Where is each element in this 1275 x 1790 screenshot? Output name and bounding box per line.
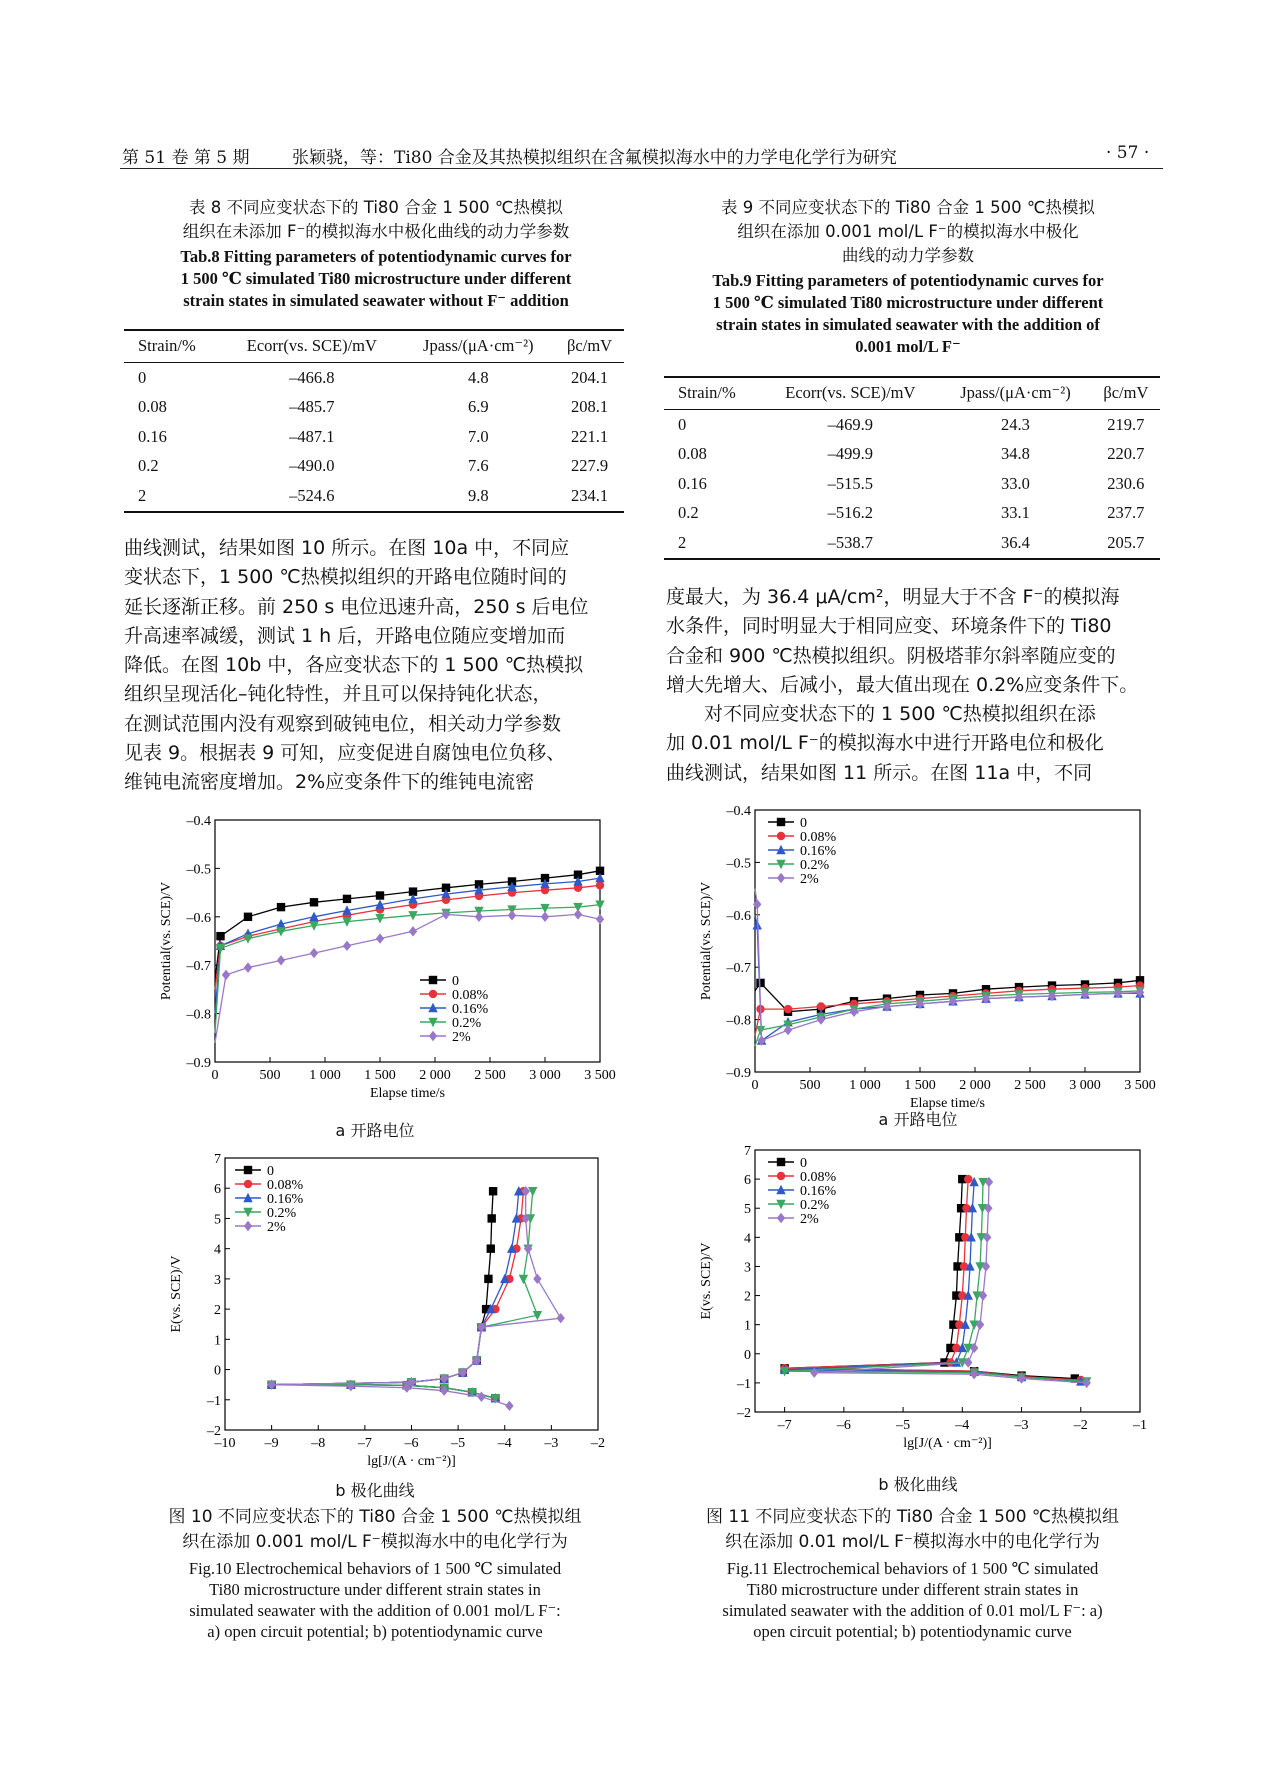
text-line: 维钝电流密度增加。2%应变条件下的维钝电流密: [124, 771, 535, 794]
table-cell: 34.8: [1001, 444, 1030, 464]
table-row: [664, 469, 1160, 499]
fig10a-x-tick-label: 2 000: [419, 1068, 451, 1083]
fig10a-data-point: [277, 955, 285, 965]
table9-header: Strain/%: [664, 377, 761, 410]
table-row: [664, 410, 1160, 440]
running-title: 张颖骁，等：Ti80 合金及其热模拟组织在含氟模拟海水中的力学电化学行为研究: [292, 148, 897, 168]
fig10a-data-point: [216, 932, 224, 940]
fig11b-legend-label: 0.2%: [800, 1198, 830, 1213]
fig11a-legend-label: 2%: [800, 872, 819, 887]
fig11b-x-axis-label: lg[J/(A · cm⁻²)]: [903, 1436, 992, 1451]
fig11a-legend-label: 0.2%: [800, 858, 830, 873]
table-cell: –516.2: [827, 503, 874, 523]
fig10a-data-point: [222, 970, 230, 980]
fig10a-data-point: [596, 914, 604, 924]
fig10a-x-tick-label: 3 500: [584, 1068, 616, 1083]
fig11a-y-tick-label: –0.9: [726, 1066, 751, 1081]
text-line: 在测试范围内没有观察到破钝电位，相关动力学参数: [124, 712, 562, 735]
fig10b-y-tick-label: 7: [214, 1152, 221, 1167]
fig11a-legend: [768, 816, 837, 887]
body-text-right: [666, 583, 1160, 788]
fig10b-legend-label: 0.16%: [267, 1192, 304, 1207]
fig11a-legend-marker: [777, 832, 785, 840]
fig11a-series-2: [753, 915, 1145, 1045]
table-cell: –469.9: [827, 414, 874, 434]
fig10b-legend-label: 0.08%: [267, 1178, 304, 1193]
fig10b-data-point: [533, 1274, 541, 1284]
table8-caption-en-3: strain states in simulated seawater without F⁻ addition: [183, 291, 569, 310]
fig10a-y-tick-label: –0.7: [186, 959, 211, 975]
text-line: 度最大，为 36.4 μA/cm²，明显大于不含 F⁻的模拟海: [666, 586, 1120, 608]
fig11a-legend-label: 0.08%: [800, 830, 837, 845]
fig11a-data-point: [756, 1026, 765, 1035]
fig10b-y-tick-label: –1: [207, 1393, 221, 1409]
fig11a-data-point: [784, 1005, 792, 1013]
table9-caption-en-2: 1 500 ℃ simulated Ti80 microstructure under different: [712, 293, 1104, 312]
table8-caption: [120, 196, 632, 312]
fig10a-plot-frame: [215, 820, 600, 1062]
fig11a-legend-marker: [777, 873, 785, 883]
table9-caption-en-3: strain states in simulated seawater with the addition of: [716, 315, 1100, 334]
text-line: 升高速率减缓，测试 1 h 后，开路电位随应变增加而: [124, 624, 566, 647]
header-rule: [120, 168, 1163, 169]
table-row: [124, 393, 624, 423]
text-line: 水条件，同时明显大于相同应变、环境条件下的 Ti80: [666, 615, 1112, 638]
fig10b-legend-label: 0.2%: [267, 1206, 297, 1221]
fig10b-legend: [235, 1164, 304, 1235]
figure10-caption-en-3: simulated seawater with the addition of 0.001 mol/L F⁻:: [189, 1601, 561, 1620]
fig11a-subcaption: a 开路电位: [878, 1110, 958, 1129]
fig10b-legend-label: 2%: [267, 1220, 286, 1235]
text-line: 降低。在图 10b 中，各应变状态下的 1 500 ℃热模拟: [124, 654, 584, 677]
table-cell: 204.1: [571, 367, 609, 387]
table-cell: –515.5: [827, 473, 874, 493]
fig10a-series-line: [215, 878, 600, 1014]
table9-caption-cn-3: 曲线的动力学参数: [842, 246, 974, 265]
table-cell: 0.08: [678, 444, 707, 464]
fig11a-y-tick-label: –0.8: [726, 1013, 751, 1029]
fig10b-data-point: [519, 1275, 528, 1284]
fig11b-y-axis-label: E(vs. SCE)/V: [699, 1242, 714, 1320]
fig10a-data-point: [574, 909, 582, 919]
fig10a-y-tick-label: –0.9: [186, 1056, 211, 1071]
fig11b-x-tick-label: –1: [1133, 1418, 1147, 1433]
fig10a-data-point: [376, 933, 384, 943]
fig11a-series-line: [755, 889, 1140, 1041]
fig11b-y-tick-label: 1: [744, 1318, 751, 1334]
fig10b-x-tick-label: –2: [591, 1436, 605, 1451]
table-cell: 0.16: [678, 473, 707, 493]
fig11b-legend-label: 0: [800, 1156, 807, 1171]
figure10-caption-cn-1: 图 10 不同应变状态下的 Ti80 合金 1 500 ℃热模拟组: [168, 1507, 582, 1527]
fig10b-y-tick-label: 2: [214, 1303, 221, 1319]
fig10a-data-point: [541, 912, 549, 922]
fig11a-x-tick-label: 3 500: [1124, 1078, 1156, 1093]
fig10b-y-tick-label: –2: [207, 1424, 221, 1439]
fig11a-series-4: [753, 889, 1144, 1046]
fig10a-chart: [140, 810, 616, 1115]
fig10a-y-tick-label: –0.6: [186, 910, 211, 926]
fig10a-series-line: [215, 905, 600, 1033]
fig10b-y-tick-label: 5: [214, 1212, 221, 1228]
fig10a-legend-label: 0.08%: [452, 988, 489, 1003]
table-cell: 33.0: [1001, 473, 1030, 493]
fig11a-y-tick-label: –0.7: [726, 961, 751, 977]
figure10-caption: [120, 1505, 630, 1642]
fig10b-legend-marker: [244, 1166, 252, 1174]
table8-caption-cn-1: 表 8 不同应变状态下的 Ti80 合金 1 500 ℃热模拟: [189, 198, 563, 217]
table-cell: 0.2: [678, 503, 699, 523]
fig10b-y-tick-label: 0: [214, 1363, 221, 1379]
table-cell: 2: [664, 528, 761, 559]
fig10a-x-tick-label: 3 000: [529, 1068, 561, 1083]
fig10b-x-tick-label: –8: [311, 1436, 326, 1451]
figure11-caption: [660, 1505, 1165, 1642]
table9-caption-cn-1: 表 9 不同应变状态下的 Ti80 合金 1 500 ℃热模拟: [721, 198, 1095, 217]
fig10b-series-line: [272, 1191, 496, 1398]
table-cell: 2: [124, 481, 222, 512]
fig10b-x-tick-label: –4: [497, 1436, 512, 1451]
figure11-caption-en-4: open circuit potential; b) potentiodynamic curve: [753, 1622, 1072, 1641]
table-cell: 220.7: [1107, 444, 1145, 464]
figure11-caption-en-1: Fig.11 Electrochemical behaviors of 1 500 ℃ simulated: [726, 1559, 1099, 1578]
fig10b-y-tick-label: 3: [214, 1272, 221, 1288]
fig10a-y-tick-label: –0.5: [186, 862, 211, 878]
journal-volume: 第 51 卷 第 5 期: [122, 148, 250, 168]
figure11-caption-cn-2: 织在添加 0.01 mol/L F⁻模拟海水中的电化学行为: [725, 1532, 1100, 1552]
fig10a-series-1: [215, 881, 604, 989]
table9-header: Jpass/(μA·cm⁻²): [939, 377, 1091, 410]
fig10b-data-point: [505, 1401, 513, 1411]
fig10a-data-point: [310, 898, 318, 906]
fig11a-legend-label: 0: [800, 816, 807, 831]
fig11b-y-tick-label: 7: [744, 1144, 751, 1159]
fig10a-data-point: [409, 926, 417, 936]
fig11b-legend-label: 0.16%: [800, 1184, 837, 1199]
table8-caption-en-1: Tab.8 Fitting parameters of potentiodynamic curves for: [180, 247, 572, 266]
fig10b-legend-marker: [244, 1221, 252, 1231]
fig11b-y-tick-label: 3: [744, 1260, 751, 1276]
fig10b-y-tick-label: 4: [214, 1242, 221, 1258]
fig11b-y-tick-label: –1: [737, 1376, 751, 1392]
fig10b-legend-marker: [244, 1180, 252, 1188]
table-row: [664, 440, 1160, 470]
fig11b-legend-label: 2%: [800, 1212, 819, 1227]
fig11a-y-tick-label: –0.6: [726, 908, 751, 924]
table-cell: 36.4: [939, 528, 1091, 559]
table8-header: Strain/%: [124, 330, 222, 363]
table-cell: –490.0: [289, 456, 335, 476]
fig11b-x-tick-label: –3: [1014, 1418, 1029, 1433]
fig10a-x-tick-label: 2 500: [474, 1068, 506, 1083]
fig10a-data-point: [596, 881, 604, 889]
table-cell: 24.3: [1001, 414, 1030, 434]
figure10-caption-cn-2: 织在添加 0.001 mol/L F⁻模拟海水中的电化学行为: [182, 1532, 568, 1552]
table8-caption-en-2: 1 500 ℃ simulated Ti80 microstructure under different: [180, 269, 572, 288]
table-cell: –487.1: [289, 426, 335, 446]
table-row: [664, 528, 1160, 559]
table-cell: –485.7: [289, 397, 335, 417]
fig10a-x-axis-label: Elapse time/s: [369, 1086, 446, 1101]
fig10b-legend-label: 0: [267, 1164, 274, 1179]
fig10a-data-point: [343, 941, 351, 951]
table-cell: 0.08: [138, 397, 167, 417]
fig10a-series-4: [215, 909, 604, 1042]
fig11b-y-tick-label: –2: [737, 1406, 751, 1421]
fig11a-series-line: [755, 991, 1140, 1046]
fig10a-legend: [420, 974, 489, 1045]
fig11b-y-tick-label: 0: [744, 1347, 751, 1363]
fig11a-legend-label: 0.16%: [800, 844, 837, 859]
fig10a-data-point: [376, 891, 384, 899]
text-line: 曲线测试，结果如图 10 所示。在图 10a 中，不同应: [124, 537, 570, 559]
fig10a-subcaption: a 开路电位: [335, 1121, 415, 1140]
table-cell: 7.0: [467, 426, 489, 446]
table-cell: –466.8: [289, 367, 335, 387]
table8-header: βc/mV: [555, 330, 624, 363]
fig10b-data-point: [557, 1313, 565, 1323]
fig11b-subcaption: b 极化曲线: [878, 1475, 958, 1494]
table-cell: 221.1: [571, 426, 609, 446]
fig10a-data-point: [343, 895, 351, 903]
fig11a-y-tick-label: –0.5: [726, 856, 751, 872]
fig10a-data-point: [244, 913, 252, 921]
table-cell: 230.6: [1107, 473, 1145, 493]
table9-caption-en-4: 0.001 mol/L F⁻: [855, 337, 961, 356]
table-row: [124, 422, 624, 452]
fig10a-legend-label: 2%: [452, 1030, 471, 1045]
table-cell: 219.7: [1107, 414, 1145, 434]
fig10b-x-tick-label: –9: [264, 1436, 279, 1451]
fig10b-x-tick-label: –10: [214, 1436, 236, 1451]
fig11b-x-tick-label: –4: [955, 1418, 970, 1433]
table-cell: 237.7: [1107, 503, 1145, 523]
fig10b-y-axis-label: E(vs. SCE)/V: [169, 1255, 184, 1333]
fig11b-legend: [768, 1156, 837, 1227]
fig11a-x-axis-label: Elapse time/s: [909, 1096, 986, 1111]
fig10b-series-line: [272, 1191, 524, 1398]
fig10a-y-axis-label: Potential(vs. SCE)/V: [159, 881, 174, 1001]
table9: [664, 376, 1160, 560]
table-cell: 234.1: [555, 481, 624, 512]
table9-caption: [658, 196, 1158, 358]
table-cell: 227.9: [571, 456, 609, 476]
fig11b-series-line: [785, 1182, 1087, 1381]
table8-caption-cn-2: 组织在未添加 F⁻的模拟海水中极化曲线的动力学参数: [182, 222, 570, 241]
table-row: [124, 363, 624, 393]
fig11a-data-point: [753, 899, 761, 909]
fig11a-y-tick-label: –0.4: [726, 804, 751, 819]
text-line: 延长逐渐正移。前 250 s 电位迅速升高，250 s 后电位: [124, 595, 589, 618]
table-cell: 9.8: [401, 481, 555, 512]
fig10a-legend-label: 0.2%: [452, 1016, 482, 1031]
fig11b-legend-label: 0.08%: [800, 1170, 837, 1185]
table9-caption-cn-2: 组织在添加 0.001 mol/L F⁻的模拟海水中极化: [737, 222, 1079, 241]
table-cell: 0.2: [138, 456, 159, 476]
fig10b-subcaption: b 极化曲线: [335, 1481, 415, 1500]
fig10a-data-point: [475, 912, 483, 922]
fig11a-y-axis-label: Potential(vs. SCE)/V: [699, 881, 714, 1001]
fig10b-data-point: [489, 1187, 497, 1195]
fig10a-data-point: [508, 910, 516, 920]
table-cell: 0: [138, 367, 147, 387]
fig10a-data-point: [244, 962, 252, 972]
fig11a-x-tick-label: 0: [751, 1078, 759, 1093]
table-row: [124, 452, 624, 482]
fig10b-y-tick-label: 6: [214, 1182, 221, 1198]
table-cell: 208.1: [571, 397, 609, 417]
table-cell: 4.8: [467, 367, 489, 387]
table9-caption-en-1: Tab.9 Fitting parameters of potentiodynamic curves for: [712, 271, 1104, 290]
table8-header: Ecorr(vs. SCE)/mV: [222, 330, 401, 363]
fig10b-series-2: [267, 1186, 524, 1402]
figure11-caption-en-2: Ti80 microstructure under different strain states in: [746, 1580, 1079, 1599]
fig11b-chart: [680, 1140, 1150, 1470]
text-line: 见表 9。根据表 9 可知，应变促进自腐蚀电位负移、: [124, 742, 566, 765]
table9-header: βc/mV: [1092, 377, 1160, 410]
table-cell: –524.6: [222, 481, 401, 512]
fig11a-data-point: [756, 979, 764, 987]
fig11a-x-tick-label: 500: [799, 1078, 821, 1093]
fig10a-series-line: [215, 885, 600, 989]
fig10b-series-3: [267, 1187, 542, 1403]
fig10a-x-tick-label: 500: [259, 1068, 281, 1083]
text-line: 合金和 900 ℃热模拟组织。阴极塔菲尔斜率随应变的: [666, 644, 1116, 667]
fig11a-x-tick-label: 1 000: [849, 1078, 881, 1093]
fig11b-series-line: [814, 1182, 1086, 1383]
fig11b-data-point: [964, 1175, 972, 1183]
fig11b-y-tick-label: 2: [744, 1289, 751, 1305]
fig10a-x-tick-label: 1 500: [364, 1068, 396, 1083]
figure10-caption-en-2: Ti80 microstructure under different strain states in: [209, 1580, 541, 1599]
fig10b-x-axis-label: lg[J/(A · cm⁻²)]: [367, 1454, 456, 1469]
table-cell: 205.7: [1092, 528, 1160, 559]
fig11a-legend-marker: [777, 818, 785, 826]
fig10b-data-point: [477, 1392, 485, 1402]
fig10b-chart: [140, 1148, 610, 1478]
fig10a-data-point: [277, 903, 285, 911]
fig10b-data-point: [487, 1214, 495, 1222]
fig10a-x-tick-label: 0: [211, 1068, 219, 1083]
table-cell: 33.1: [1001, 503, 1030, 523]
fig11b-x-tick-label: –2: [1073, 1418, 1088, 1433]
text-line: 对不同应变状态下的 1 500 ℃热模拟组织在添: [666, 703, 1096, 726]
fig10a-legend-marker: [429, 1031, 437, 1041]
fig10b-x-tick-label: –7: [357, 1436, 372, 1451]
fig10a-legend-marker: [429, 990, 437, 998]
table-cell: 0.16: [138, 426, 167, 446]
fig10b-x-tick-label: –5: [451, 1436, 466, 1451]
fig11a-chart: [680, 800, 1156, 1111]
fig10a-data-point: [310, 948, 318, 958]
table-cell: –538.7: [761, 528, 939, 559]
figure11-caption-cn-1: 图 11 不同应变状态下的 Ti80 合金 1 500 ℃热模拟组: [705, 1507, 1120, 1527]
figure10-caption-en-4: a) open circuit potential; b) potentiodynamic curve: [207, 1622, 543, 1641]
fig10a-x-tick-label: 1 000: [309, 1068, 341, 1083]
fig10b-series-line: [272, 1191, 561, 1406]
fig11b-legend-marker: [777, 1158, 785, 1166]
fig11b-series-4: [810, 1177, 1091, 1388]
fig10b-y-tick-label: 1: [214, 1333, 221, 1349]
fig10b-x-tick-label: –3: [544, 1436, 559, 1451]
fig10a-legend-label: 0.16%: [452, 1002, 489, 1017]
text-line: 曲线测试，结果如图 11 所示。在图 11a 中，不同: [666, 761, 1093, 784]
table8-header: Jpass/(μA·cm⁻²): [401, 330, 555, 363]
text-line: 增大先增大、后减小，最大值出现在 0.2%应变条件下。: [666, 673, 1139, 696]
table8: [124, 329, 624, 513]
fig10b-x-tick-label: –6: [404, 1436, 419, 1451]
fig11a-x-tick-label: 1 500: [904, 1078, 936, 1093]
fig11b-x-tick-label: –7: [777, 1418, 792, 1433]
fig10b-data-point: [484, 1275, 492, 1283]
text-line: 变状态下，1 500 ℃热模拟组织的开路电位随时间的: [124, 566, 567, 589]
fig11a-x-tick-label: 2 500: [1014, 1078, 1046, 1093]
table-cell: 0: [678, 414, 687, 434]
fig11a-data-point: [784, 1025, 792, 1035]
fig10b-series-line: [272, 1191, 519, 1398]
fig11b-y-tick-label: 5: [744, 1202, 751, 1218]
table-cell: 6.9: [467, 397, 489, 417]
fig11a-x-tick-label: 3 000: [1069, 1078, 1101, 1093]
fig10a-legend-label: 0: [452, 974, 459, 989]
table-row: [124, 481, 624, 512]
fig11b-y-tick-label: 6: [744, 1173, 751, 1189]
table-cell: 7.6: [467, 456, 489, 476]
page-number: · 57 ·: [1106, 143, 1150, 163]
figure11-caption-en-3: simulated seawater with the addition of 0.01 mol/L F⁻: a): [722, 1601, 1103, 1620]
fig11b-x-tick-label: –6: [836, 1418, 851, 1433]
text-line: 组织呈现活化–钝化特性，并且可以保持钝化状态，: [124, 683, 552, 706]
fig10b-data-point: [487, 1244, 495, 1252]
figure10-caption-en-1: Fig.10 Electrochemical behaviors of 1 500 ℃ simulated: [188, 1559, 562, 1578]
fig10a-legend-marker: [429, 976, 437, 984]
fig11b-legend-marker: [777, 1172, 785, 1180]
fig10a-y-tick-label: –0.4: [186, 814, 211, 829]
fig11b-y-tick-label: 4: [744, 1231, 751, 1247]
fig10a-y-tick-label: –0.8: [186, 1007, 211, 1023]
fig11a-x-tick-label: 2 000: [959, 1078, 991, 1093]
fig11b-legend-marker: [777, 1213, 785, 1223]
text-line: 加 0.01 mol/L F⁻的模拟海水中进行开路电位和极化: [666, 732, 1104, 755]
body-text-left: [124, 534, 624, 798]
fig11b-x-tick-label: –5: [896, 1418, 911, 1433]
table9-header: Ecorr(vs. SCE)/mV: [761, 377, 939, 410]
table-row: [664, 499, 1160, 529]
table-cell: –499.9: [827, 444, 874, 464]
